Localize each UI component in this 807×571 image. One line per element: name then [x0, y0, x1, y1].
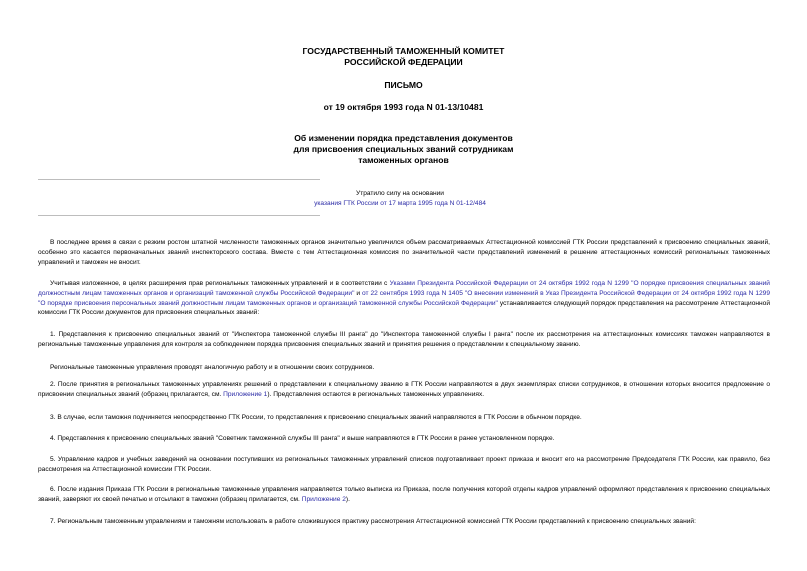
paragraph-decree — [38, 279, 770, 318]
paragraph-decree-text-c: устанавливается следующий порядок представления на рассмотрение Аттестационной комиссии ГТК России документов для присвоения специальных званий: — [38, 299, 770, 317]
paragraph-item-4: 4. Представления к присвоению специальных званий "Советник таможенной службы III ранга" и выше направляются в ГТК России в ранее установленном порядке. — [50, 435, 555, 442]
paragraph-item-2 — [38, 380, 770, 400]
decree-1405-link[interactable]: от 22 сентября 1993 года N 1405 "О внесении изменений в Указ Президента Российской Федерации от 24 октября 1992 года N 1299 "О порядке присвоения персональных званий должностным лицам таможенных органов и организаций таможенной службы Российской Федерации" — [38, 289, 770, 307]
paragraph-decree-text-a: Учитывая изложенное, в целях расширения прав региональных таможенных управлений и в соответствии с — [50, 280, 390, 287]
document-type: ПИСЬМО — [384, 80, 423, 90]
status-note-link[interactable]: указания ГТК России от 17 марта 1995 года N 01-12/484 — [314, 200, 486, 207]
org-title-line2: РОССИЙСКОЙ ФЕДЕРАЦИИ — [344, 57, 463, 67]
appendix-1-link[interactable]: Приложение 1 — [223, 390, 268, 398]
decree-1299-link[interactable]: Указами Президента Российской Федерации от 24 октября 1992 года N 1299 "О порядке присвоения специальных званий должностным лицам таможенных органов и организаций таможенной службы Российской Федерации" — [38, 280, 770, 297]
subject-line3: таможенных органов — [358, 155, 449, 165]
document-date: от 19 октября 1993 года N 01-13/10481 — [323, 102, 484, 112]
subject-line1: Об изменении порядка представления документов — [294, 133, 513, 143]
subject-line2: для присвоения специальных званий сотрудникам — [293, 144, 514, 154]
divider-top — [38, 179, 320, 180]
paragraph-item-6-text-b: ). — [345, 495, 350, 503]
status-note-text: Утратило силу на основании — [356, 190, 444, 197]
paragraph-item-5: 5. Управление кадров и учебных заведений на основании поступивших из региональных таможенных управлений списков подготавливает проект приказа и вносит его на рассмотрение Председателя ГТК России, как правило, без рассмотрения на Аттестационной комиссии ГТК России. — [38, 456, 770, 473]
paragraph-decree-text-b: и — [354, 289, 362, 297]
org-title-line1: ГОСУДАРСТВЕННЫЙ ТАМОЖЕННЫЙ КОМИТЕТ — [302, 46, 505, 56]
paragraph-item-6-text-a: 6. После издания Приказа ГТК России в региональные таможенные управления направляется только выписка из Приказа, после получения которой отделы кадров управлений оформляют представления к присвоению специальных званий, заверяют их своей печатью и отсылают в таможни (образец прилагается, см. — [38, 486, 770, 503]
paragraph-item-3: 3. В случае, если таможня подчиняется непосредственно ГТК России, то представления к присвоению специальных званий направляются в ГТК России в обычном порядке. — [50, 414, 582, 421]
paragraph-item-2-text-a: 2. После принятия в региональных таможенных управлениях решений о представлении к специальному званию в ГТК России направляются в двух экземплярах списки сотрудников, в отношении которых вносится предложение о присвоении специальных званий (образец прилагается, см. — [38, 381, 770, 398]
appendix-2-link[interactable]: Приложение 2 — [301, 495, 346, 503]
paragraph-item-6 — [38, 485, 770, 505]
divider-bottom — [38, 215, 320, 216]
paragraph-intro: В последнее время в связи с резким ростом штатной численности таможенных органов значительно увеличился объем рассматриваемых Аттестационной комиссией ГТК России представлений к присвоению специальных званий, особенно это касается первоначальных званий инспекторского состава. Вместе с тем Аттестационная комиссия по значительной части представлений изменений в решение аттестационных комиссий региональных таможенных управлений и таможен не вносит. — [38, 239, 770, 266]
paragraph-regional: Региональные таможенные управления проводят аналогичную работу и в отношении своих сотрудников. — [50, 364, 375, 371]
paragraph-item-1: 1. Представления к присвоению специальных званий от "Инспектора таможенной службы III ранга" до "Инспектора таможенной службы I ранга" после их рассмотрения на аттестационных комиссиях таможен направляются в региональные таможенные управления для контроля за соблюдением порядка присвоения специальных званий и принятия решения о представлении к специальному званию. — [38, 331, 770, 348]
paragraph-item-7: 7. Региональным таможенным управлениям и таможням использовать в работе сложившуюся практику рассмотрения Аттестационной комиссией ГТК России представлений к присвоению специальных званий: — [50, 518, 696, 525]
paragraph-item-2-text-b: ). Представления остаются в региональных таможенных управлениях. — [267, 390, 485, 398]
